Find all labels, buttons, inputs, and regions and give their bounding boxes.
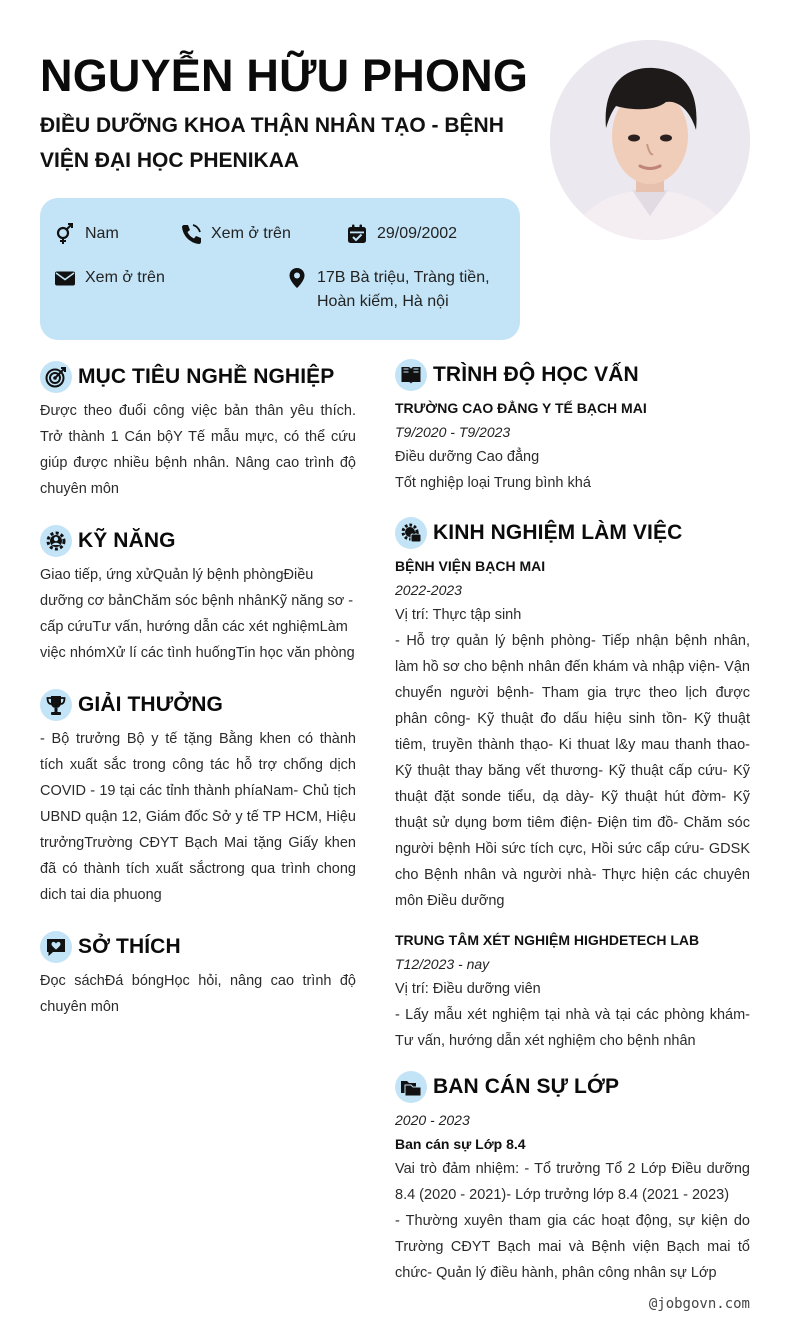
location-pin-icon (286, 267, 308, 289)
experience-role: Vị trí: Thực tập sinh (395, 607, 522, 623)
objective-section (40, 360, 356, 502)
awards-section (40, 688, 356, 908)
contact-address: 17B Bà triệu, Tràng tiền, Hoàn kiếm, Hà nội (286, 266, 508, 314)
education-section (395, 358, 750, 496)
left-column (40, 360, 356, 1042)
hobbies-text: Đọc sáchĐá bóngHọc hỏi, nâng cao trình độ chuyên môn (40, 973, 356, 1015)
footer-brand: @jobgovn.com (648, 1296, 750, 1312)
candidate-name: NGUYỄN HỮU PHONG (40, 50, 529, 101)
activities-desc: - Thường xuyên tham gia các hoạt động, sự kiện do Trường CĐYT Bạch mai và Bệnh viện Bạch mai tổ chức- Quản lý điều hành, phân công nhân sự Lớp (395, 1213, 750, 1281)
skills-section (40, 524, 356, 666)
heart-message-icon (40, 931, 72, 963)
calendar-icon (346, 223, 368, 245)
experience-item (395, 928, 750, 1054)
gender-icon (54, 223, 76, 245)
objective-text: Được theo đuổi công việc bản thân yêu thích. Trở thành 1 Cán bộY Tế mẫu mực, có thể cứu giúp được nhiều bệnh nhân. Nâng cao trình độ chuyên môn (40, 403, 356, 497)
experience-gear-icon (395, 517, 427, 549)
experience-org: TRUNG TÂM XÉT NGHIỆM HIGHDETECH LAB (395, 932, 700, 948)
contact-box (40, 198, 520, 340)
avatar (550, 40, 750, 240)
experience-title: KINH NGHIỆM LÀM VIỆC (433, 521, 683, 544)
activities-title: BAN CÁN SỰ LỚP (433, 1075, 620, 1098)
experience-period: 2022-2023 (395, 582, 462, 598)
job-position: ĐIỀU DƯỠNG KHOA THẬN NHÂN TẠO - BỆNH VIỆN ĐẠI HỌC PHENIKAA (40, 114, 504, 172)
folders-icon (395, 1071, 427, 1103)
hobbies-section (40, 930, 356, 1020)
education-result: Tốt nghiệp loại Trung bình khá (395, 475, 591, 491)
trophy-icon (40, 689, 72, 721)
skills-gear-icon (40, 525, 72, 557)
skills-text: Giao tiếp, ứng xửQuản lý bệnh phòngĐiều dưỡng cơ bảnChăm sóc bệnh nhânKỹ năng sơ - cấp cứuTư vấn, hướng dẫn các xét nghiệmLàm việc nhómXử lí các tình huốngTin học văn phòng (40, 567, 355, 661)
phone-icon (180, 223, 202, 245)
book-icon (395, 359, 427, 391)
skills-title: KỸ NĂNG (78, 529, 176, 552)
experience-desc: - Hỗ trợ quản lý bệnh phòng- Tiếp nhận bệnh nhân, làm hồ sơ cho bệnh nhân đến khám và nhập viện- Vận chuyển người bệnh- Tham gia trực theo lịch được phân công- Kỹ thuật đo dấu hiệu sinh tồn- Kỹ thuật tiêm, truyền thành thạo- Ki thuat l&y mau thanh thao- Kỹ thuật thay băng vết thương- Kỹ thuật cấp cứu- Kỹ thuật đặt sonde tiểu, dạ dày- Kỹ thuật hút đờm- Kỹ thuật sử dụng bơm tiêm điện- Điện tim đồ- Chăm sóc người bệnh Hồi sức tích cực, Hồi sức cấp cứu- GDSK cho Bệnh nhân và người nhà- Thực hiện các chuyên môn Điều dưỡng (395, 633, 750, 909)
activities-section (395, 1070, 750, 1286)
awards-text: - Bộ trưởng Bộ y tế tặng Bằng khen có thành tích xuất sắc trong công tác hỗ trợ chống dịch COVID - 19 tại các tỉnh thành phíaNam- Chủ tịch UBND quận 12, Giám đốc Sở y tế TP HCM, Hiệu trưởngTrường CĐYT Bạch Mai tặng Giấy khen đã có thành tích xuất sắctrong qua trình chong dich tai dia phuong (40, 731, 356, 903)
experience-role: Vị trí: Điều dưỡng viên (395, 981, 541, 997)
school-name: TRƯỜNG CAO ĐẲNG Y TẾ BẠCH MAI (395, 400, 647, 416)
education-major: Điều dưỡng Cao đẳng (395, 449, 540, 465)
email-icon (54, 267, 76, 289)
activities-role: Vai trò đảm nhiệm: - Tổ trưởng Tổ 2 Lớp Điều dưỡng 8.4 (2020 - 2021)- Lớp trưởng lớp 8.4 (2021 - 2023) (395, 1161, 750, 1203)
experience-item (395, 554, 750, 914)
experience-section (395, 516, 750, 1054)
target-icon (40, 361, 72, 393)
activities-period: 2020 - 2023 (395, 1112, 470, 1128)
hobbies-title: SỞ THÍCH (78, 935, 181, 958)
contact-phone: Xem ở trên (180, 222, 291, 246)
contact-birthday: 29/09/2002 (346, 222, 457, 246)
education-period: T9/2020 - T9/2023 (395, 424, 511, 440)
contact-email: Xem ở trên (54, 266, 165, 290)
awards-title: GIẢI THƯỞNG (78, 693, 223, 716)
objective-title: MỤC TIÊU NGHỀ NGHIỆP (78, 365, 335, 388)
right-column (395, 358, 750, 1308)
contact-gender: Nam (54, 222, 119, 246)
experience-desc: - Lấy mẫu xét nghiệm tại nhà và tại các phòng khám- Tư vấn, hướng dẫn xét nghiệm cho bệnh nhân (395, 1007, 750, 1049)
experience-period: T12/2023 - nay (395, 956, 490, 972)
experience-org: BỆNH VIỆN BẠCH MAI (395, 558, 546, 574)
education-title: TRÌNH ĐỘ HỌC VẤN (433, 363, 639, 386)
activities-org: Ban cán sự Lớp 8.4 (395, 1136, 526, 1152)
